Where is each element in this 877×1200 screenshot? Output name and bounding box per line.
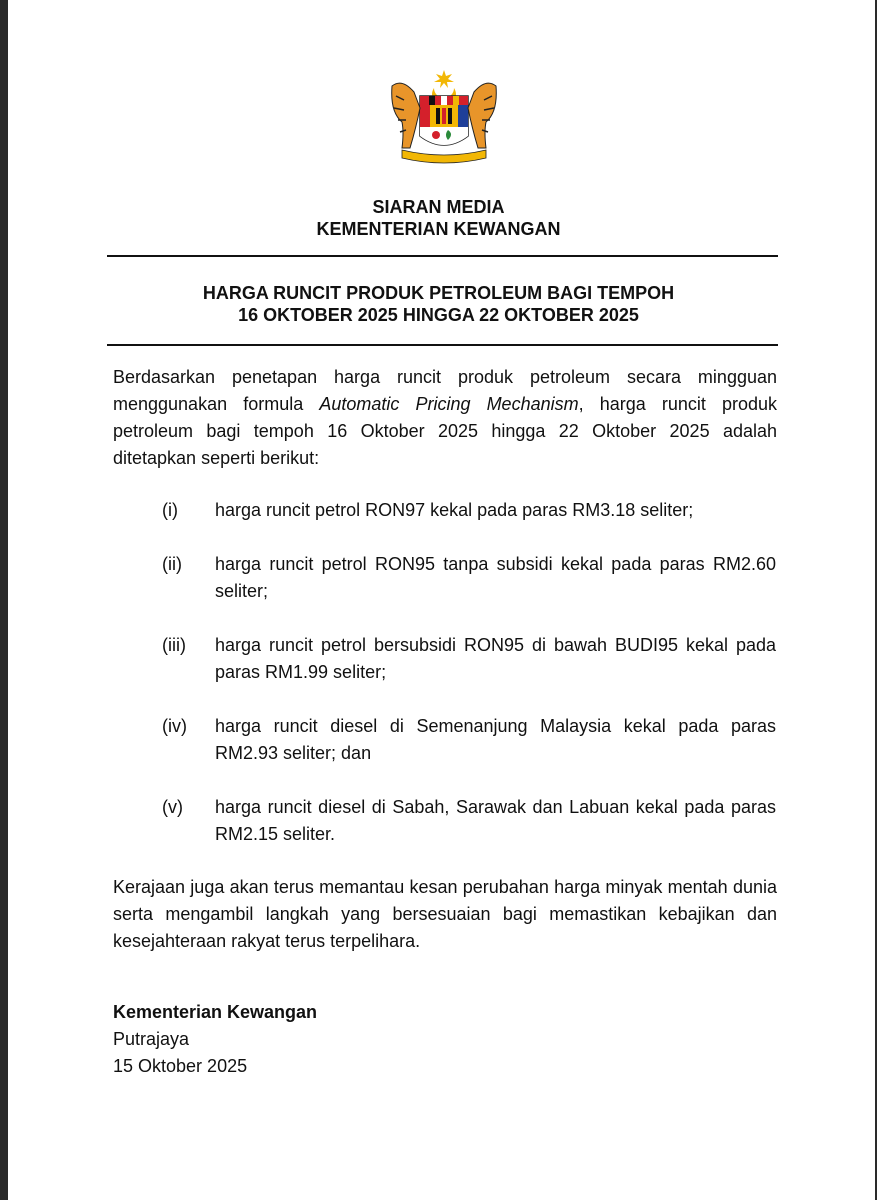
- list-item-text: harga runcit diesel di Sabah, Sarawak dan Labuan kekal pada paras RM2.15 seliter.: [215, 797, 776, 844]
- signature-organisation: Kementerian Kewangan: [113, 1002, 318, 1022]
- media-release-heading: SIARAN MEDIA: [372, 197, 505, 217]
- divider-top: [107, 255, 778, 257]
- screen-edge-left: [0, 0, 8, 1200]
- subject-title-line1: HARGA RUNCIT PRODUK PETROLEUM BAGI TEMPOH: [202, 283, 675, 303]
- intro-text-italic: Automatic Pricing Mechanism: [319, 394, 579, 414]
- subject-title-line2: 16 OKTOBER 2025 HINGGA 22 OKTOBER 2025: [238, 305, 639, 325]
- ministry-heading: KEMENTERIAN KEWANGAN: [316, 219, 561, 239]
- list-item-number: (v): [162, 797, 183, 817]
- intro-paragraph: [113, 364, 777, 472]
- list-item-number: (iv): [162, 716, 187, 736]
- list-item-text: harga runcit petrol bersubsidi RON95 di bawah BUDI95 kekal pada paras RM1.99 seliter;: [215, 635, 776, 682]
- intro-text-after: , harga runcit produk petroleum bagi tempoh 16 Oktober 2025 hingga 22 Oktober 2025 adalah ditetapkan seperti berikut:: [113, 394, 777, 468]
- list-item-text: harga runcit petrol RON97 kekal pada paras RM3.18 seliter;: [215, 500, 694, 520]
- intro-text-before: Berdasarkan penetapan harga runcit produk petroleum secara mingguan menggunakan formula: [113, 367, 777, 414]
- list-item-text: harga runcit diesel di Semenanjung Malaysia kekal pada paras RM2.93 seliter; dan: [215, 716, 776, 763]
- coat-of-arms-icon: [384, 70, 504, 166]
- closing-paragraph: Kerajaan juga akan terus memantau kesan perubahan harga minyak mentah dunia serta mengambil langkah yang bersesuaian bagi memastikan kebajikan dan kesejahteraan rakyat terus terpelihara.: [113, 877, 777, 951]
- divider-bottom: [107, 344, 778, 346]
- list-item-number: (i): [162, 500, 178, 520]
- signature-place: Putrajaya: [113, 1029, 190, 1049]
- list-item-number: (ii): [162, 554, 182, 574]
- signature-date: 15 Oktober 2025: [113, 1056, 248, 1076]
- list-item-text: harga runcit petrol RON95 tanpa subsidi kekal pada paras RM2.60 seliter;: [215, 554, 776, 601]
- list-item-number: (iii): [162, 635, 186, 655]
